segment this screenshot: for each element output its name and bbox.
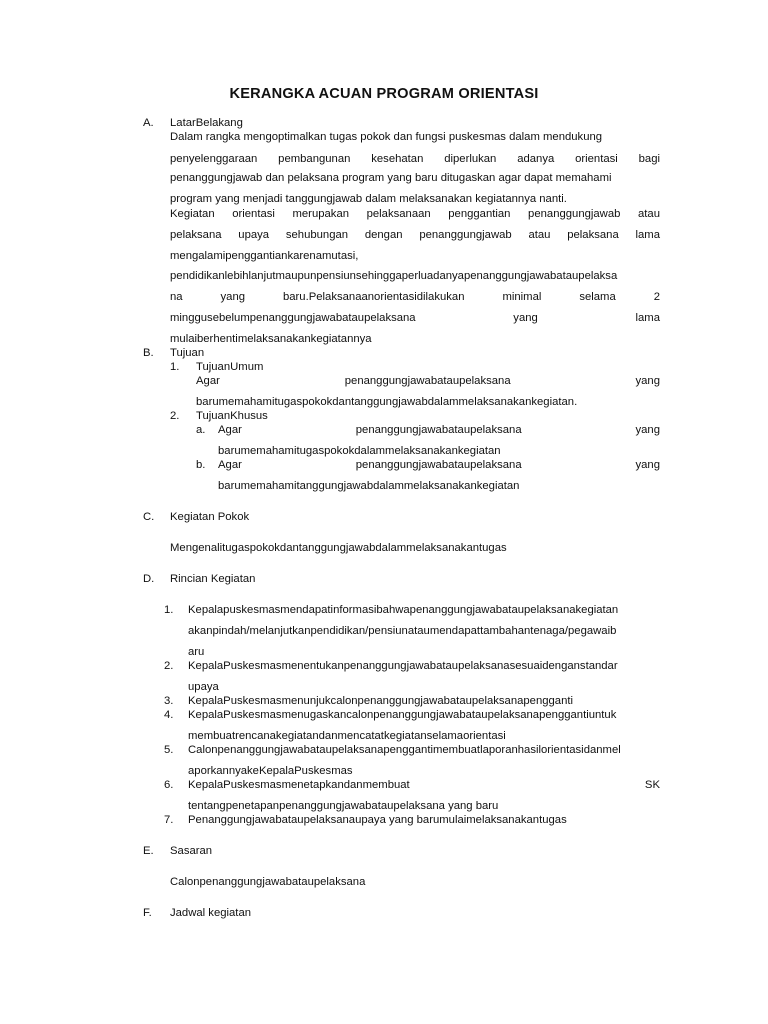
rincian-item-2-line-1: KepalaPuskesmasmenentukanpenanggungjawabataupelaksanasesuaidenganstandar <box>188 660 618 672</box>
section-c-text: Mengenalitugaspokokdantanggungjawabdalammelaksanakantugas <box>170 542 507 554</box>
word: selama <box>579 291 616 303</box>
section-b-letter: B. <box>143 347 154 359</box>
word: Agar <box>218 424 242 436</box>
rincian-item-4-number: 4. <box>164 709 174 721</box>
word: 2 <box>653 291 660 303</box>
rincian-item-3-line-1: KepalaPuskesmasmenunjukcalonpenanggungjawabataupelaksanapengganti <box>188 695 574 707</box>
word: na <box>170 291 183 303</box>
rincian-item-4-line-1: KepalaPuskesmasmenugaskancalonpenanggungjawabataupelaksanapenggantiuntuk <box>188 709 617 721</box>
rincian-item-5-number: 5. <box>164 744 174 756</box>
tujuan-umum-number: 1. <box>170 361 180 373</box>
section-a-line-4: program yang menjadi tanggungjawab dalam melaksanakan kegiatannya nanti. <box>170 193 567 205</box>
section-b-heading: Tujuan <box>170 347 205 359</box>
section-a-line-10 <box>170 311 660 325</box>
section-a-line-2: penyelenggaraan pembangunan kesehatan diperlukan adanya orientasi bagi <box>170 153 660 165</box>
rincian-item-1-number: 1. <box>164 604 174 616</box>
word: penanggungjawabataupelaksana <box>355 424 522 436</box>
word: penanggungjawabataupelaksana <box>344 375 511 387</box>
word: yang <box>635 459 660 471</box>
rincian-item-4-line-2: membuatrencanakegiatandanmencatatkegiatanselamaorientasi <box>188 730 506 742</box>
section-f-heading: Jadwal kegiatan <box>170 907 252 919</box>
section-f-letter: F. <box>143 907 152 919</box>
tujuan-khusus-a-line-2: barumemahamitugaspokokdalammelaksanakankegiatan <box>218 445 501 457</box>
section-d-letter: D. <box>143 573 155 585</box>
rincian-item-1-line-3: aru <box>188 646 205 658</box>
tujuan-umum-line-1 <box>196 374 660 388</box>
rincian-item-3-number: 3. <box>164 695 174 707</box>
word: lama <box>635 312 660 324</box>
section-e-text: Calonpenanggungjawabataupelaksana <box>170 876 366 888</box>
rincian-item-2-line-2: upaya <box>188 681 219 693</box>
section-a-line-1: Dalam rangka mengoptimalkan tugas pokok dan fungsi puskesmas dalam mendukung <box>170 131 603 143</box>
section-a-line-5: Kegiatan orientasi merupakan pelaksanaan penggantian penanggungjawab atau <box>170 208 660 220</box>
rincian-item-7-line-1: Penanggungjawabataupelaksanaupaya yang barumulaimelaksanakantugas <box>188 814 567 826</box>
word: minggusebelumpenanggungjawabataupelaksana <box>170 312 416 324</box>
section-a-line-6: pelaksana upaya sehubungan dengan penanggungjawab atau pelaksana lama <box>170 229 660 241</box>
section-e-letter: E. <box>143 845 154 857</box>
section-a-line-3: penanggungjawab dan pelaksana program yang baru ditugaskan agar dapat memahami <box>170 172 612 184</box>
rincian-item-6-number: 6. <box>164 779 174 791</box>
word: SK <box>644 779 660 791</box>
rincian-item-7-number: 7. <box>164 814 174 826</box>
rincian-item-1-line-2: akanpindah/melanjutkanpendidikan/pensiunataumendapattambahantenaga/pegawaib <box>188 625 617 637</box>
document-title: KERANGKA ACUAN PROGRAM ORIENTASI <box>229 86 539 102</box>
tujuan-khusus-a-letter: a. <box>196 424 206 436</box>
word: KepalaPuskesmasmenetapkandanmembuat <box>188 779 410 791</box>
rincian-item-2-number: 2. <box>164 660 174 672</box>
word: yang <box>635 424 660 436</box>
tujuan-khusus-b-line-1 <box>218 458 660 472</box>
word: yang <box>635 375 660 387</box>
section-c-letter: C. <box>143 511 155 523</box>
tujuan-umum-title: TujuanUmum <box>196 361 264 373</box>
section-a-line-8: pendidikanlebihlanjutmaupunpensiunsehinggaperluadanyapenanggungjawabataupelaksa <box>170 270 618 282</box>
section-a-heading: LatarBelakang <box>170 117 243 129</box>
word: Agar <box>218 459 242 471</box>
tujuan-khusus-number: 2. <box>170 410 180 422</box>
rincian-item-5-line-2: aporkannyakeKepalaPuskesmas <box>188 765 353 777</box>
tujuan-khusus-b-letter: b. <box>196 459 206 471</box>
section-a-line-9 <box>170 290 660 304</box>
section-a-line-11: mulaiberhentimelaksanakankegiatannya <box>170 333 372 345</box>
section-e-heading: Sasaran <box>170 845 213 857</box>
word: Agar <box>196 375 220 387</box>
tujuan-khusus-title: TujuanKhusus <box>196 410 268 422</box>
word: penanggungjawabataupelaksana <box>355 459 522 471</box>
word: yang <box>513 312 538 324</box>
word: yang <box>220 291 246 303</box>
rincian-item-5-line-1: Calonpenanggungjawabataupelaksanapenggantimembuatlaporanhasilorientasidanmel <box>188 744 621 756</box>
section-d-heading: Rincian Kegiatan <box>170 573 256 585</box>
tujuan-umum-line-2: barumemahamitugaspokokdantanggungjawabdalammelaksanakankegiatan. <box>196 396 578 408</box>
section-c-heading: Kegiatan Pokok <box>170 511 250 523</box>
tujuan-khusus-b-line-2: barumemahamitanggungjawabdalammelaksanakankegiatan <box>218 480 520 492</box>
rincian-item-6-line-1 <box>188 778 660 792</box>
tujuan-khusus-a-line-1 <box>218 423 660 437</box>
rincian-item-1-line-1: Kepalapuskesmasmendapatinformasibahwapenanggungjawabataupelaksanakegiatan <box>188 604 619 616</box>
section-a-line-7: mengalamipenggantiankarenamutasi, <box>170 250 359 262</box>
section-a-letter: A. <box>143 117 154 129</box>
word: minimal <box>502 291 542 303</box>
rincian-item-6-line-2: tentangpenetapanpenanggungjawabataupelaksana yang baru <box>188 800 499 812</box>
word: baru.Pelaksanaanorientasidilakukan <box>282 291 465 303</box>
